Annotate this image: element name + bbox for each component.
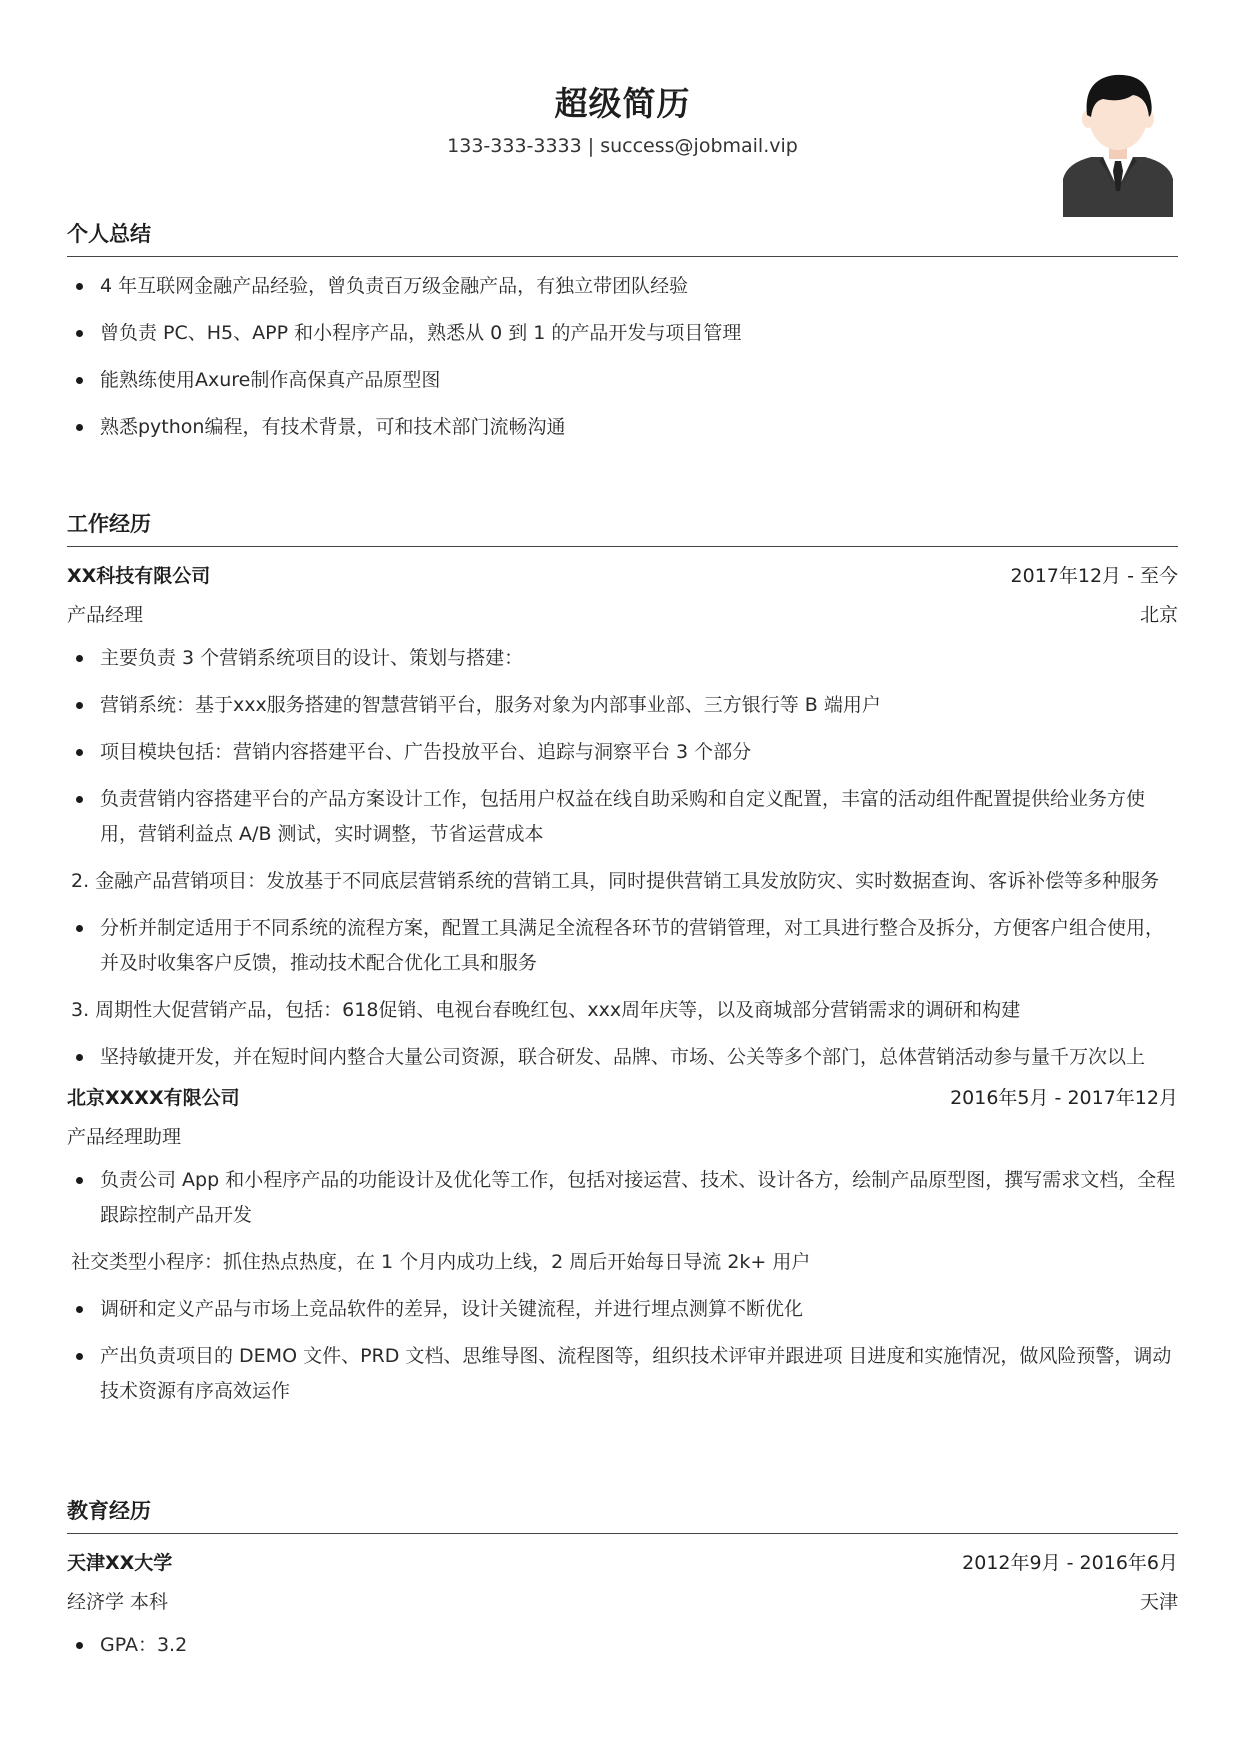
- avatar: [1063, 67, 1173, 217]
- list-item: 项目模块包括：营销内容搭建平台、广告投放平台、追踪与洞察平台 3 个部分: [67, 735, 1178, 770]
- section-title-work: 工作经历: [67, 508, 1178, 547]
- candidate-name: 超级简历: [554, 84, 691, 123]
- list-item: 负责公司 App 和小程序产品的功能设计及优化等工作，包括对接运营、技术、设计各方，绘制产品原型图，撰写需求文档，全程跟踪控制产品开发: [67, 1163, 1178, 1233]
- list-item: 调研和定义产品与市场上竞品软件的差异，设计关键流程，并进行埋点测算不断优化: [67, 1292, 1178, 1327]
- education-header: [67, 1544, 1178, 1583]
- job-header: [67, 557, 1178, 596]
- job-entry: [67, 557, 1178, 1075]
- job-paragraph: 社交类型小程序：抓住热点热度，在 1 个月内成功上线，2 周后开始每日导流 2k+ 用户: [71, 1251, 811, 1273]
- job-bullets: [67, 1040, 1178, 1075]
- education-subheader: [67, 1583, 1178, 1622]
- section-title-summary: 个人总结: [67, 218, 1178, 257]
- company-name: XX科技有限公司: [67, 565, 211, 587]
- list-item: 曾负责 PC、H5、APP 和小程序产品，熟悉从 0 到 1 的产品开发与项目管理: [67, 316, 1178, 351]
- summary-list: [67, 269, 1178, 445]
- job-bullets: [67, 911, 1178, 981]
- job-subheader: [67, 596, 1178, 635]
- education-section: [67, 1495, 1178, 1675]
- list-item: 坚持敏捷开发，并在短时间内整合大量公司资源，联合研发、品牌、市场、公关等多个部门，总体营销活动参与量千万次以上: [67, 1040, 1178, 1075]
- resume-page: [67, 0, 1178, 1755]
- education-entry: [67, 1544, 1178, 1663]
- education-bullets: [67, 1628, 1178, 1663]
- list-item: 营销系统：基于xxx服务搭建的智慧营销平台，服务对象为内部事业部、三方银行等 B 端用户: [67, 688, 1178, 723]
- list-item: GPA：3.2: [67, 1628, 1178, 1663]
- education-date: 2012年9月 - 2016年6月: [962, 1552, 1178, 1574]
- job-subheader: [67, 1118, 1178, 1157]
- list-item: 主要负责 3 个营销系统项目的设计、策划与搭建：: [67, 641, 1178, 676]
- list-item: 熟悉python编程，有技术背景，可和技术部门流畅沟通: [67, 410, 1178, 445]
- resume-header: [67, 0, 1178, 232]
- list-item: 分析并制定适用于不同系统的流程方案，配置工具满足全流程各环节的营销管理，对工具进行整合及拆分，方便客户组合使用，并及时收集客户反馈，推动技术配合优化工具和服务: [67, 911, 1178, 981]
- company-name: 北京XXXX有限公司: [67, 1087, 240, 1109]
- work-section: [67, 508, 1178, 1421]
- job-bullets: [67, 1292, 1178, 1409]
- section-title-education: 教育经历: [67, 1495, 1178, 1534]
- job-paragraph: 3. 周期性大促营销产品，包括：618促销、电视台春晚红包、xxx周年庆等，以及商城部分营销需求的调研和构建: [71, 999, 1021, 1021]
- list-item: 负责营销内容搭建平台的产品方案设计工作，包括用户权益在线自助采购和自定义配置，丰富的活动组件配置提供给业务方使用，营销利益点 A/B 测试，实时调整，节省运营成本: [67, 782, 1178, 852]
- job-paragraph: 2. 金融产品营销项目：发放基于不同底层营销系统的营销工具，同时提供营销工具发放防灾、实时数据查询、客诉补偿等多种服务: [71, 870, 1160, 892]
- job-entry: [67, 1079, 1178, 1409]
- contact-info: 133-333-3333 | success@jobmail.vip: [447, 135, 798, 157]
- job-date: 2017年12月 - 至今: [1010, 565, 1178, 587]
- list-item: 能熟练使用Axure制作高保真产品原型图: [67, 363, 1178, 398]
- job-location: 北京: [1139, 604, 1178, 626]
- list-item: 4 年互联网金融产品经验，曾负责百万级金融产品，有独立带团队经验: [67, 269, 1178, 304]
- job-bullets: [67, 641, 1178, 852]
- job-role: 产品经理: [67, 604, 144, 626]
- education-major: 经济学 本科: [67, 1591, 169, 1613]
- school-name: 天津XX大学: [67, 1552, 173, 1574]
- summary-section: [67, 218, 1178, 457]
- job-header: [67, 1079, 1178, 1118]
- job-bullets: [67, 1163, 1178, 1233]
- job-date: 2016年5月 - 2017年12月: [950, 1087, 1178, 1109]
- list-item: 产出负责项目的 DEMO 文件、PRD 文档、思维导图、流程图等，组织技术评审并跟进项 目进度和实施情况，做风险预警，调动技术资源有序高效运作: [67, 1339, 1178, 1409]
- education-location: 天津: [1139, 1591, 1178, 1613]
- job-role: 产品经理助理: [67, 1126, 182, 1148]
